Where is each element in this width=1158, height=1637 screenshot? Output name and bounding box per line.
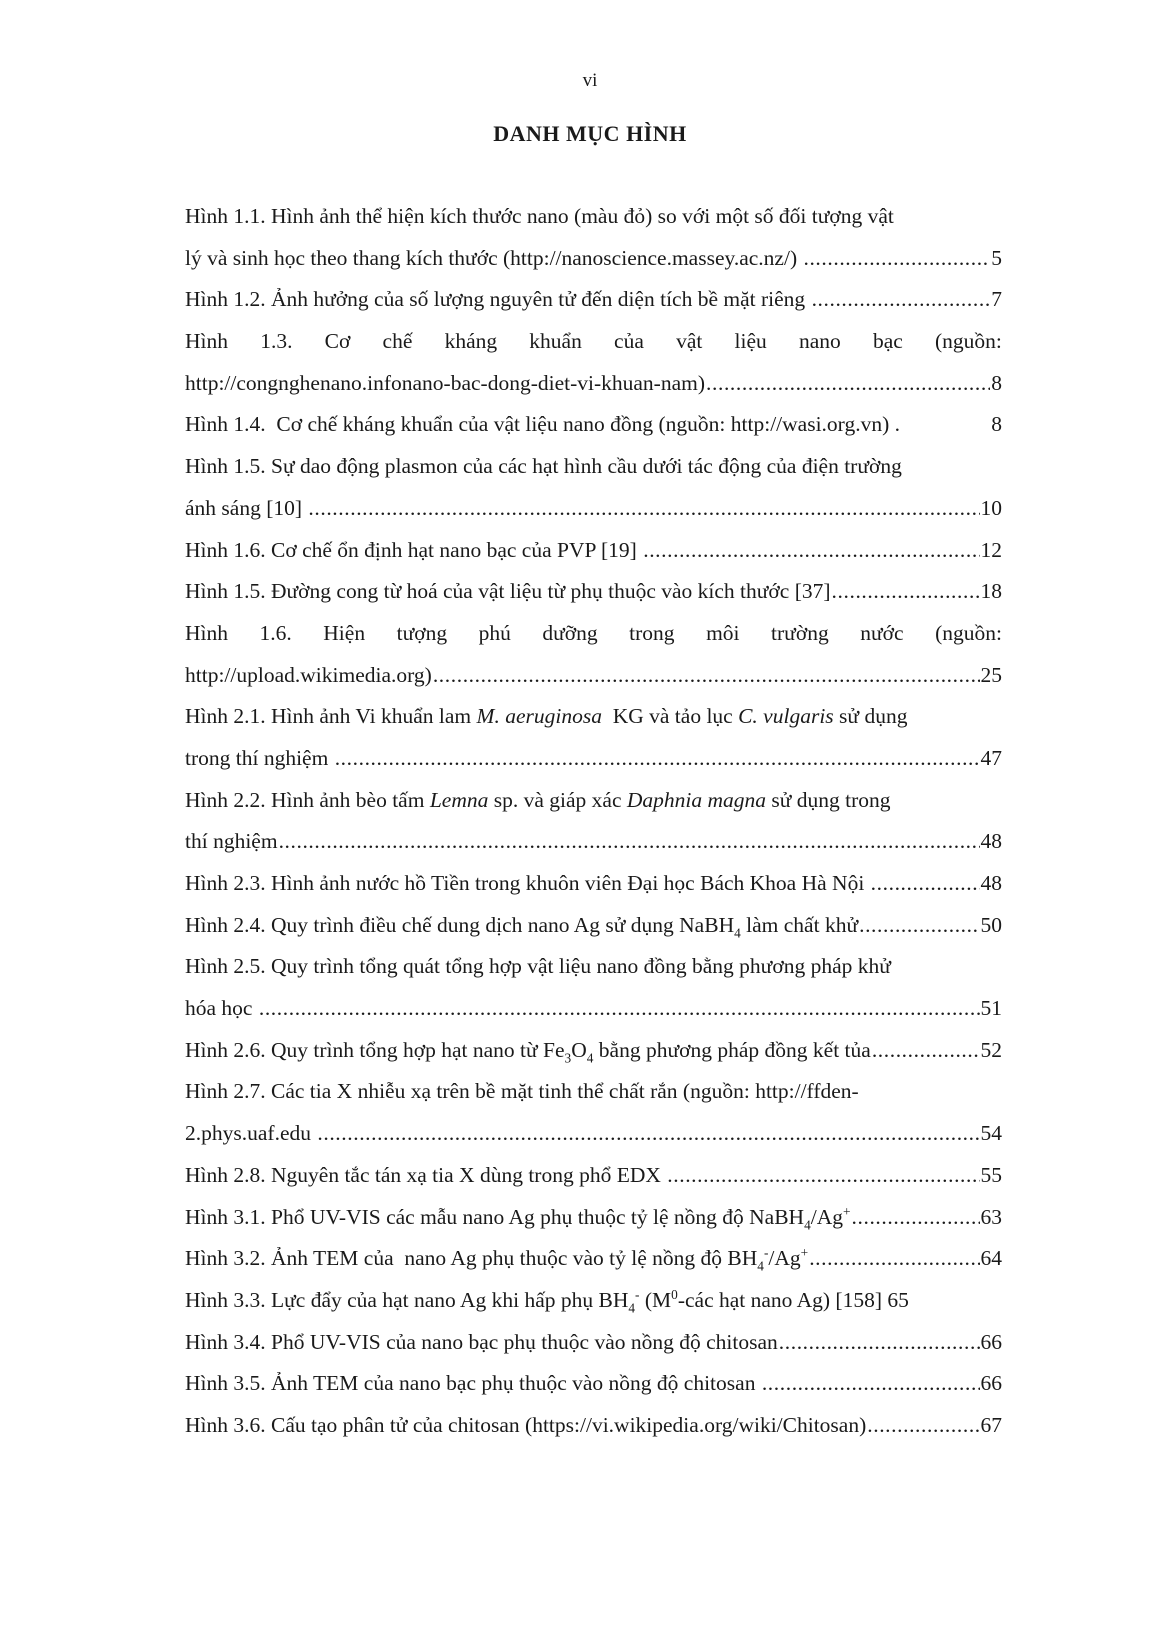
leader-dots: [706, 363, 990, 405]
toc-page-number: 51: [980, 996, 1002, 1021]
toc-entry: Hình 2.8. Nguyên tắc tán xạ tia X dùng trong phổ EDX ..... 55: [185, 1155, 1002, 1197]
toc-entry: Hình 3.6. Cấu tạo phân tử của chitosan (https://vi.wikipedia.org/wiki/Chitosan) ..... 67: [185, 1405, 1002, 1447]
toc-entry-line: Hình 2.7. Các tia X nhiễu xạ trên bề mặt tinh thể chất rắn (nguồn: http://ffden-: [185, 1079, 859, 1104]
leader-dots: [812, 279, 991, 321]
toc-page-number: 64: [980, 1246, 1002, 1271]
toc-entry-line: thí nghiệm ..... 48: [185, 821, 1002, 863]
leader-dots: [259, 988, 980, 1030]
page-number: vi: [582, 70, 598, 91]
toc-entry: Hình 1.6. Cơ chế ổn định hạt nano bạc của PVP [19] ..... 12: [185, 530, 1002, 572]
toc-entry: Hình 1.4. Cơ chế kháng khuẩn của vật liệu nano đồng (nguồn: http://wasi.org.vn) . 8: [185, 404, 1002, 446]
toc-entry: Hình 2.4. Quy trình điều chế dung dịch nano Ag sử dụng NaBH$_4$ làm chất khử ..... 50: [185, 905, 1002, 947]
toc-entry: Hình 1.5. Đường cong từ hoá của vật liệu từ phụ thuộc vào kích thước [37] ..... 18: [185, 571, 1002, 613]
toc-page-number: 7: [991, 287, 1002, 312]
toc-entry-line: hóa học ..... 51: [185, 988, 1002, 1030]
toc-entry: Hình 3.2. Ảnh TEM của nano Ag phụ thuộc vào tỷ lệ nồng độ $BH_4^-/Ag^+$ ..... 64: [185, 1238, 1002, 1280]
toc-page-number: 48: [980, 871, 1002, 895]
toc-entry-line: http://congnghenano.infonano-bac-dong-diet-vi-khuan-nam) ..... 8: [185, 363, 1002, 405]
toc-entry: Hình 3.5. Ảnh TEM của nano bạc phụ thuộc vào nồng độ chitosan ..... 66: [185, 1363, 1002, 1405]
toc-page-number: 8: [991, 370, 1002, 395]
leader-dots: [643, 530, 979, 572]
leader-dots: [308, 488, 979, 530]
toc-entry: Hình 3.3. Lực đẩy của hạt nano Ag khi hấp phụ $BH_4^-$ ($M^0$-các hạt nano Ag) [158] 65: [185, 1286, 909, 1316]
toc-entry-line: Hình 2.2. Hình ảnh bèo tấm Lemna sp. và giáp xác Daphnia magna sử dụng trong: [185, 787, 891, 812]
leader-dots: [871, 863, 980, 905]
leader-dots: [335, 738, 980, 780]
leader-dots: [279, 821, 980, 863]
leader-dots: [803, 238, 990, 280]
toc-entry-line: 2.phys.uaf.edu ..... 54: [185, 1113, 1002, 1155]
toc-entry-line: Hình 1.5. Sự dao động plasmon của các hạt hình cầu dưới tác động của điện trường: [185, 454, 902, 479]
toc-entry: Hình 2.3. Hình ảnh nước hồ Tiền trong khuôn viên Đại học Bách Khoa Hà Nội ..... 48: [185, 863, 1002, 905]
toc-page-number: 66: [980, 1329, 1002, 1354]
toc-entry: Hình 1.2. Ảnh hưởng của số lượng nguyên tử đến diện tích bề mặt riêng ..... 7: [185, 279, 1002, 321]
toc-entry-line: Hình 1.6. Hiện tượng phú dưỡng trong môi trường nước (nguồn:: [185, 620, 1002, 645]
toc-entry-line: Hình 2.5. Quy trình tổng quát tổng hợp vật liệu nano đồng bằng phương pháp khử: [185, 954, 891, 979]
toc-page-number: 18: [980, 579, 1002, 604]
toc-page-number: 12: [980, 537, 1002, 562]
page-title: DANH MỤC HÌNH: [493, 121, 687, 146]
leader-dots: [852, 1197, 980, 1239]
toc-page-number: 10: [980, 495, 1002, 520]
toc-page-number: 5: [991, 245, 1002, 270]
figure-list: [185, 196, 1002, 1447]
leader-dots: [859, 905, 979, 947]
toc-entry-line: ánh sáng [10] ..... 10: [185, 488, 1002, 530]
toc-page-number: 48: [980, 829, 1002, 854]
toc-page-number: 54: [980, 1121, 1002, 1146]
toc-page-number: 66: [980, 1371, 1002, 1396]
toc-page-number: 8: [991, 412, 1002, 437]
toc-entry: Hình 3.1. Phổ UV-VIS các mẫu nano Ag phụ thuộc tỷ lệ nồng độ NaBH$_4$/Ag+ ..... 63: [185, 1197, 1002, 1239]
toc-page-number: 25: [980, 662, 1002, 687]
leader-dots: [762, 1363, 980, 1405]
toc-page-number: 63: [980, 1204, 1002, 1229]
toc-page-number: 50: [980, 912, 1002, 937]
toc-entry: Hình 2.6. Quy trình tổng hợp hạt nano từ $Fe_3O_4$ bằng phương pháp đồng kết tủa ..... 52: [185, 1030, 1002, 1072]
toc-entry-line: Hình 1.3. Cơ chế kháng khuẩn của vật liệu nano bạc (nguồn:: [185, 329, 1002, 354]
toc-entry: Hình 3.4. Phổ UV-VIS của nano bạc phụ thuộc vào nồng độ chitosan ..... 66: [185, 1322, 1002, 1364]
toc-page-number: 52: [980, 1037, 1002, 1062]
leader-dots: [433, 655, 980, 697]
toc-entry-line: Hình 2.1. Hình ảnh Vi khuẩn lam M. aeruginosa KG và tảo lục C. vulgaris sử dụng: [185, 704, 908, 729]
leader-dots: [872, 1030, 980, 1072]
toc-page-number: 47: [980, 745, 1002, 770]
leader-dots: [667, 1155, 979, 1197]
toc-page-number: 67: [980, 1412, 1002, 1437]
leader-dots: [779, 1322, 980, 1364]
leader-dots: [867, 1405, 979, 1447]
leader-dots: [832, 571, 980, 613]
toc-page-number: 55: [980, 1162, 1002, 1187]
leader-dots: [317, 1113, 979, 1155]
toc-entry-line: trong thí nghiệm ..... 47: [185, 738, 1002, 780]
toc-entry-line: http://upload.wikimedia.org) ..... 25: [185, 655, 1002, 697]
leader-dots: [809, 1238, 979, 1280]
toc-entry-line: lý và sinh học theo thang kích thước (http://nanoscience.massey.ac.nz/) ..... 5: [185, 238, 1002, 280]
toc-entry-line: Hình 1.1. Hình ảnh thể hiện kích thước nano (màu đỏ) so với một số đối tượng vật: [185, 204, 894, 228]
